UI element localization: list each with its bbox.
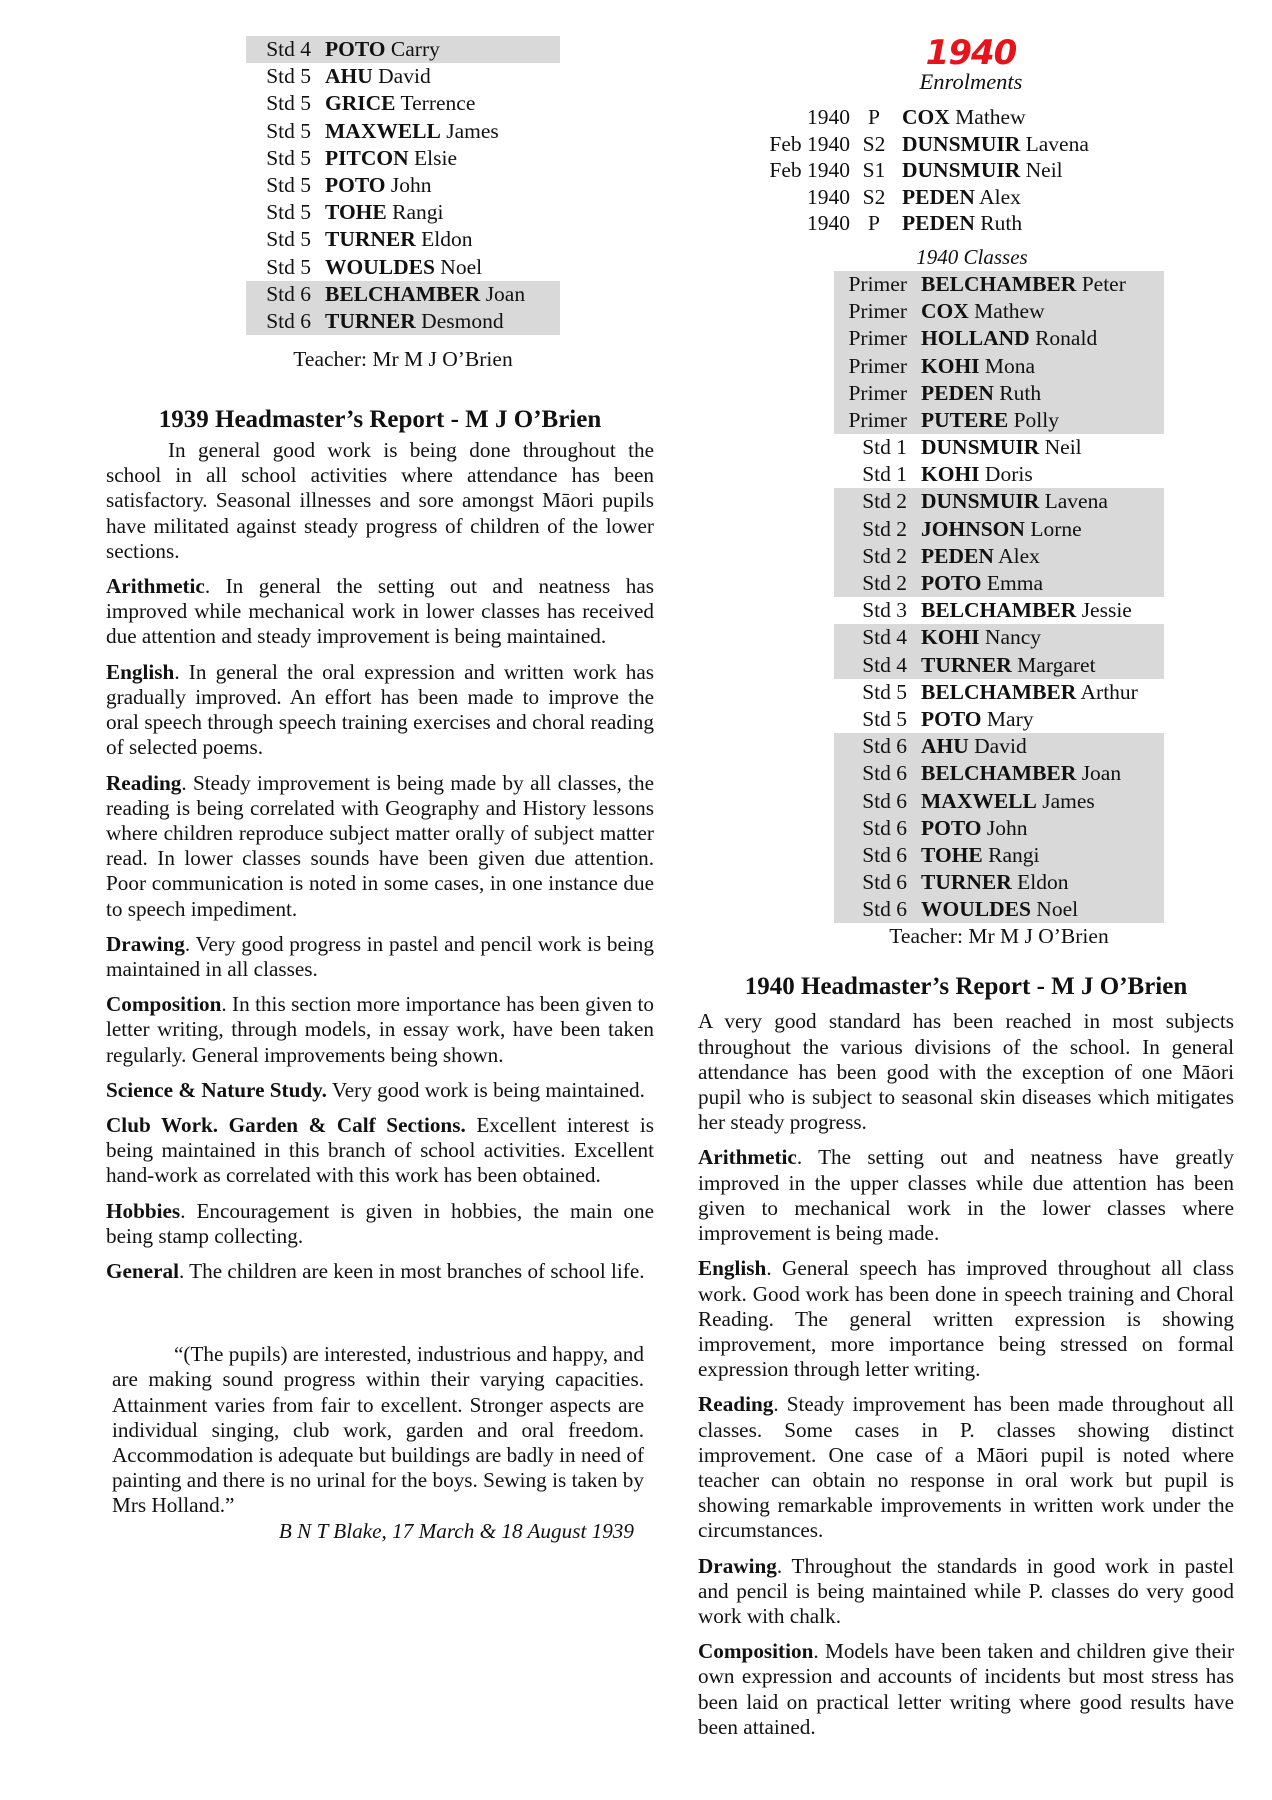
section-text: . The children are keen in most branches of school life. [178, 1258, 645, 1283]
given-name: David [974, 734, 1027, 759]
given-name: Noel [1036, 897, 1079, 922]
report-section [106, 1113, 654, 1189]
given-name: Lavena [1044, 489, 1108, 514]
standard: Std 6 [266, 308, 311, 333]
surname: DUNSMUIR [902, 131, 1021, 156]
enrol-class: P [868, 211, 880, 236]
pupil-name [907, 733, 1027, 760]
pupil-name [898, 184, 1021, 211]
section-text: . Steady improvement is being made by all classes, the reading is being correlated with Geography and History lessons where children reproduce subject matter orally of subject matter read. In lower classes sounds have been given due attention. Poor communication is noted in some cases, in one instance due to speech impediment. [106, 770, 654, 921]
report-section [698, 1392, 1234, 1543]
surname: PEDEN [921, 543, 994, 568]
roster-row [246, 281, 560, 308]
section-label: Composition [698, 1639, 814, 1664]
section-label: Reading [698, 1392, 774, 1417]
roster-row [834, 760, 1164, 787]
report-title-1939: 1939 Headmaster’s Report - M J O’Brien [158, 406, 602, 434]
given-name: Jessie [1081, 598, 1132, 623]
standard: Std 5 [266, 200, 311, 225]
section-text: . The setting out and neatness have greatly improved in the upper classes while due attention has been given to mechanical work in the lower classes where improvement is being made. [698, 1145, 1234, 1246]
surname: POTO [325, 172, 386, 197]
report-section [698, 1639, 1234, 1740]
report-intro: A very good standard has been reached in most subjects throughout the various divisions of the school. In general attendance has been good with the exception of one Māori pupil who is subject to seasonal skin diseases which mitigates her steady progress. [698, 1009, 1234, 1135]
surname: BELCHAMBER [921, 598, 1077, 623]
right-column [698, 33, 1234, 1750]
surname: KOHI [921, 625, 980, 650]
surname: AHU [325, 64, 373, 89]
section-label: Club Work. Garden & Calf Sections. [106, 1112, 466, 1137]
pupil-name [907, 760, 1121, 787]
report-section [106, 660, 654, 761]
enrol-class: P [868, 105, 880, 129]
given-name: Neil [1025, 158, 1063, 183]
given-name: Alex [998, 543, 1040, 568]
standard: Std 2 [862, 489, 907, 514]
surname: BELCHAMBER [325, 281, 481, 306]
roster-row [834, 788, 1164, 815]
section-label: General [106, 1258, 179, 1283]
surname: TURNER [921, 870, 1012, 895]
left-column [106, 36, 654, 1544]
section-label: Science & Nature Study. [106, 1077, 327, 1102]
standard: Std 3 [862, 598, 907, 623]
given-name: Lorne [1030, 516, 1082, 541]
pupil-name [311, 36, 440, 63]
section-text: . In general the oral expression and written work has gradually improved. An effort has been made to improve the oral speech through speech training exercises and choral reading of selected poems. [106, 659, 654, 760]
pupil-name [907, 325, 1097, 352]
section-label: Composition [106, 992, 222, 1017]
roster-row [834, 624, 1164, 651]
standard: Primer [848, 326, 907, 351]
roster-row [246, 63, 560, 90]
standard: Primer [848, 380, 907, 405]
given-name: Mathew [974, 299, 1045, 324]
surname: BELCHAMBER [921, 679, 1077, 704]
pupil-name [898, 157, 1063, 184]
given-name: Carry [390, 37, 440, 61]
section-label: Drawing [698, 1553, 777, 1578]
given-name: Peter [1081, 271, 1126, 296]
pupil-name [311, 308, 504, 335]
given-name: Terrence [400, 91, 476, 116]
pupil-name [311, 145, 457, 172]
given-name: Desmond [421, 308, 504, 333]
pupil-name [907, 434, 1082, 461]
quote-signature: B N T Blake, 17 March & 18 August 1939 [278, 1518, 634, 1543]
section-label: Arithmetic [106, 574, 205, 599]
pupil-name [311, 199, 443, 226]
surname: JOHNSON [921, 516, 1025, 541]
standard: Std 6 [862, 842, 907, 867]
standard: Std 1 [862, 435, 907, 460]
surname: POTO [921, 815, 982, 840]
section-label: English [106, 659, 175, 684]
roster-row [834, 652, 1164, 679]
pupil-name [898, 210, 1022, 237]
pupil-name [907, 597, 1132, 624]
pupil-name [907, 380, 1041, 407]
surname: COX [902, 105, 950, 129]
given-name: Mona [984, 353, 1036, 378]
section-label: English [698, 1256, 767, 1281]
roster-row [246, 36, 560, 63]
surname: WOULDES [325, 254, 435, 279]
report-section [106, 1078, 654, 1103]
roster-row [246, 254, 560, 281]
surname: DUNSMUIR [921, 489, 1040, 514]
roster-row [834, 815, 1164, 842]
inspector-quote [106, 1342, 654, 1543]
given-name: Ruth [999, 380, 1042, 405]
section-label: Hobbies [106, 1198, 181, 1223]
pupil-name [898, 104, 1026, 131]
pupil-name [907, 652, 1096, 679]
roster-row [246, 199, 560, 226]
given-name: Eldon [421, 227, 473, 252]
section-text: . Encouragement is given in hobbies, the main one being stamp collecting. [106, 1198, 654, 1248]
surname: TOHE [921, 842, 983, 867]
standard: Std 6 [862, 815, 907, 840]
given-name: Ruth [980, 211, 1023, 236]
pupil-name [907, 896, 1078, 923]
roster-row [834, 570, 1164, 597]
standard: Std 2 [862, 571, 907, 596]
roster-row [834, 325, 1164, 352]
given-name: Joan [1081, 761, 1122, 786]
pupil-name [907, 543, 1040, 570]
pupil-name [311, 90, 475, 117]
section-text: Very good work is being maintained. [326, 1077, 645, 1102]
standard: Std 2 [862, 543, 907, 568]
surname: PEDEN [902, 211, 975, 236]
report-section [106, 992, 654, 1068]
roster-row [834, 733, 1164, 760]
given-name: Lavena [1025, 131, 1089, 156]
pupil-name [311, 63, 431, 90]
pupil-name [907, 869, 1069, 896]
enrol-date: 1940 [807, 105, 850, 129]
section-text: . Steady improvement has been made throughout all classes. Some cases in P. classes showing distinct improvement. One case of a Māori pupil is noted where teacher can obtain no response in oral work but pupil is showing remarkable improvements in written work under the circumstances. [698, 1392, 1234, 1543]
pupil-name [907, 488, 1108, 515]
pupil-name [907, 271, 1126, 298]
pupil-name [907, 706, 1034, 733]
surname: KOHI [921, 353, 980, 378]
roster-row [834, 298, 1164, 325]
given-name: Eldon [1017, 870, 1069, 895]
given-name: Alex [979, 184, 1021, 209]
pupil-name [907, 570, 1043, 597]
enrol-class: S2 [862, 184, 886, 209]
enrol-class: S2 [862, 131, 886, 156]
given-name: Doris [984, 462, 1033, 487]
surname: KOHI [921, 462, 980, 487]
pupil-name [907, 298, 1045, 325]
surname: GRICE [325, 91, 396, 116]
surname: AHU [921, 734, 969, 759]
report-section [698, 1256, 1234, 1382]
standard: Std 1 [862, 462, 907, 487]
section-text: . Very good progress in pastel and pencil work is being maintained in all classes. [106, 931, 654, 981]
report-sections-1939 [106, 574, 654, 1284]
given-name: Noel [440, 254, 483, 279]
teacher-line: Teacher: Mr M J O’Brien [889, 924, 1109, 949]
given-name: James [1042, 788, 1095, 813]
standard: Std 6 [862, 870, 907, 895]
standard: Std 5 [266, 254, 311, 279]
section-label: Arithmetic [698, 1145, 797, 1170]
teacher-line: Teacher: Mr M J O’Brien [293, 347, 513, 372]
surname: TURNER [921, 652, 1012, 677]
surname: COX [921, 299, 969, 324]
surname: BELCHAMBER [921, 271, 1077, 296]
roster-row [834, 353, 1164, 380]
given-name: Joan [485, 281, 526, 306]
surname: BELCHAMBER [921, 761, 1077, 786]
given-name: Neil [1044, 435, 1082, 460]
enrol-class: S1 [862, 158, 886, 183]
section-text: . General speech has improved throughout all class work. Good work has been done in speech training and Choral Reading. The general written expression is showing improvement, more importance being stressed on formal expression through letter writing. [698, 1256, 1234, 1382]
pupil-name [907, 679, 1138, 706]
surname: POTO [921, 571, 982, 596]
surname: HOLLAND [921, 326, 1030, 351]
enrol-date: Feb 1940 [769, 131, 850, 156]
roster-row [834, 461, 1164, 488]
section-text: Excellent interest is being maintained in this branch of school activities. Excellent hand-work as correlated with this work has been obtained. [106, 1112, 655, 1188]
standard: Std 5 [266, 91, 311, 116]
standard: Std 5 [862, 706, 907, 731]
class-roster-1940 [834, 271, 1164, 924]
pupil-name [311, 118, 499, 145]
given-name: Arthur [1080, 679, 1138, 704]
surname: DUNSMUIR [902, 158, 1021, 183]
report-section [106, 771, 654, 922]
roster-row [246, 308, 560, 335]
pupil-name [898, 131, 1089, 158]
standard: Std 6 [862, 761, 907, 786]
standard: Std 5 [266, 145, 311, 170]
given-name: Mathew [955, 105, 1026, 129]
given-name: Rangi [392, 200, 444, 225]
report-section [106, 932, 654, 982]
enrolment-row [698, 184, 1234, 211]
standard: Std 4 [862, 652, 907, 677]
surname: MAXWELL [921, 788, 1037, 813]
standard: Std 4 [266, 37, 311, 61]
roster-row [834, 543, 1164, 570]
year-heading: 1940 [925, 33, 1017, 73]
roster-row [834, 407, 1164, 434]
standard: Std 5 [266, 227, 311, 252]
pupil-name [311, 254, 482, 281]
given-name: James [446, 118, 499, 143]
enrolments-list [698, 104, 1234, 237]
enrolments-title: Enrolments [919, 69, 1023, 94]
enrolment-row [698, 157, 1234, 184]
given-name: John [986, 815, 1028, 840]
roster-row [246, 145, 560, 172]
enrol-date: 1940 [807, 184, 850, 209]
roster-row [834, 597, 1164, 624]
standard: Std 6 [862, 734, 907, 759]
report-section [698, 1554, 1234, 1630]
report-sections-1940 [698, 1145, 1234, 1739]
pupil-name [907, 815, 1028, 842]
standard: Std 6 [862, 788, 907, 813]
standard: Std 4 [862, 625, 907, 650]
pupil-name [311, 281, 525, 308]
pupil-name [907, 353, 1035, 380]
pupil-name [311, 172, 432, 199]
given-name: David [378, 64, 431, 89]
given-name: Ronald [1035, 326, 1098, 351]
roster-row [834, 516, 1164, 543]
given-name: Emma [986, 571, 1044, 596]
roster-row [834, 896, 1164, 923]
class-roster-1939 [246, 36, 560, 335]
pupil-name [907, 461, 1033, 488]
enrol-date: 1940 [807, 211, 850, 236]
standard: Std 5 [266, 64, 311, 89]
surname: POTO [921, 706, 982, 731]
quote-text: “(The pupils) are interested, industrious and happy, and are making sound progress within their varying capacities. Attainment varies from fair to excellent. Stronger aspects are individual singing, club work, garden and oral freedom. Accommodation is adequate but buildings are badly in need of painting and there is no urinal for the boys. Sewing is taken by Mrs Holland.” [112, 1342, 644, 1518]
section-text: . In this section more importance has been given to letter writing, through models, in essay work, have been taken regularly. General improvements being shown. [106, 992, 654, 1067]
pupil-name [907, 407, 1059, 434]
standard: Std 5 [266, 172, 311, 197]
report-section [698, 1145, 1234, 1246]
enrolment-row [698, 210, 1234, 237]
given-name: Mary [986, 706, 1034, 731]
surname: WOULDES [921, 897, 1031, 922]
standard: Primer [848, 353, 907, 378]
section-label: Drawing [106, 931, 185, 956]
surname: PEDEN [921, 380, 994, 405]
roster-row [834, 380, 1164, 407]
roster-row [834, 869, 1164, 896]
roster-row [834, 271, 1164, 298]
given-name: Polly [1013, 407, 1059, 432]
report-title-1940: 1940 Headmaster’s Report - M J O’Brien [744, 973, 1188, 1001]
standard: Std 5 [862, 679, 907, 704]
pupil-name [907, 842, 1039, 869]
standard: Primer [848, 271, 907, 296]
enrolment-row [698, 131, 1234, 158]
surname: PEDEN [902, 184, 975, 209]
surname: TURNER [325, 308, 416, 333]
standard: Primer [848, 407, 907, 432]
given-name: Elsie [414, 145, 457, 170]
pupil-name [907, 788, 1095, 815]
roster-row [834, 679, 1164, 706]
roster-row [834, 706, 1164, 733]
pupil-name [311, 226, 473, 253]
report-section [106, 1199, 654, 1249]
surname: PUTERE [921, 407, 1009, 432]
standard: Std 6 [862, 897, 907, 922]
report-intro: In general good work is being done throughout the school in all school activities where attendance has been satisfactory. Seasonal illnesses and sore amongst Māori pupils have militated against steady progress of children of the lower sections. [106, 438, 654, 563]
classes-title: 1940 Classes [916, 244, 1028, 269]
section-text: . Models have been taken and children give their own expression and accounts of incidents but most stress has been laid on practical letter writing where good results have been attained. [698, 1639, 1234, 1739]
surname: DUNSMUIR [921, 435, 1040, 460]
roster-row [834, 434, 1164, 461]
standard: Std 6 [266, 281, 311, 306]
report-section [106, 1259, 654, 1284]
roster-row [834, 842, 1164, 869]
section-text: . Throughout the standards in good work in pastel and pencil is being maintained while P. classes do very good work with chalk. [698, 1553, 1234, 1628]
standard: Primer [848, 299, 907, 324]
pupil-name [907, 624, 1041, 651]
enrolment-row [698, 104, 1234, 131]
enrol-date: Feb 1940 [769, 158, 850, 183]
surname: TOHE [325, 200, 387, 225]
report-section [106, 574, 654, 650]
surname: MAXWELL [325, 118, 441, 143]
roster-row [246, 118, 560, 145]
section-text: . In general the setting out and neatness has improved while mechanical work in lower classes has received due attention and steady improvement is being maintained. [106, 574, 654, 649]
surname: PITCON [325, 145, 409, 170]
roster-row [246, 226, 560, 253]
surname: TURNER [325, 227, 416, 252]
roster-row [834, 488, 1164, 515]
standard: Std 5 [266, 118, 311, 143]
standard: Std 2 [862, 516, 907, 541]
roster-row [246, 172, 560, 199]
given-name: John [390, 172, 432, 197]
given-name: Rangi [988, 842, 1040, 867]
roster-row [246, 90, 560, 117]
surname: POTO [325, 37, 386, 61]
given-name: Margaret [1017, 652, 1096, 677]
pupil-name [907, 516, 1082, 543]
section-label: Reading [106, 770, 182, 795]
given-name: Nancy [984, 625, 1042, 650]
